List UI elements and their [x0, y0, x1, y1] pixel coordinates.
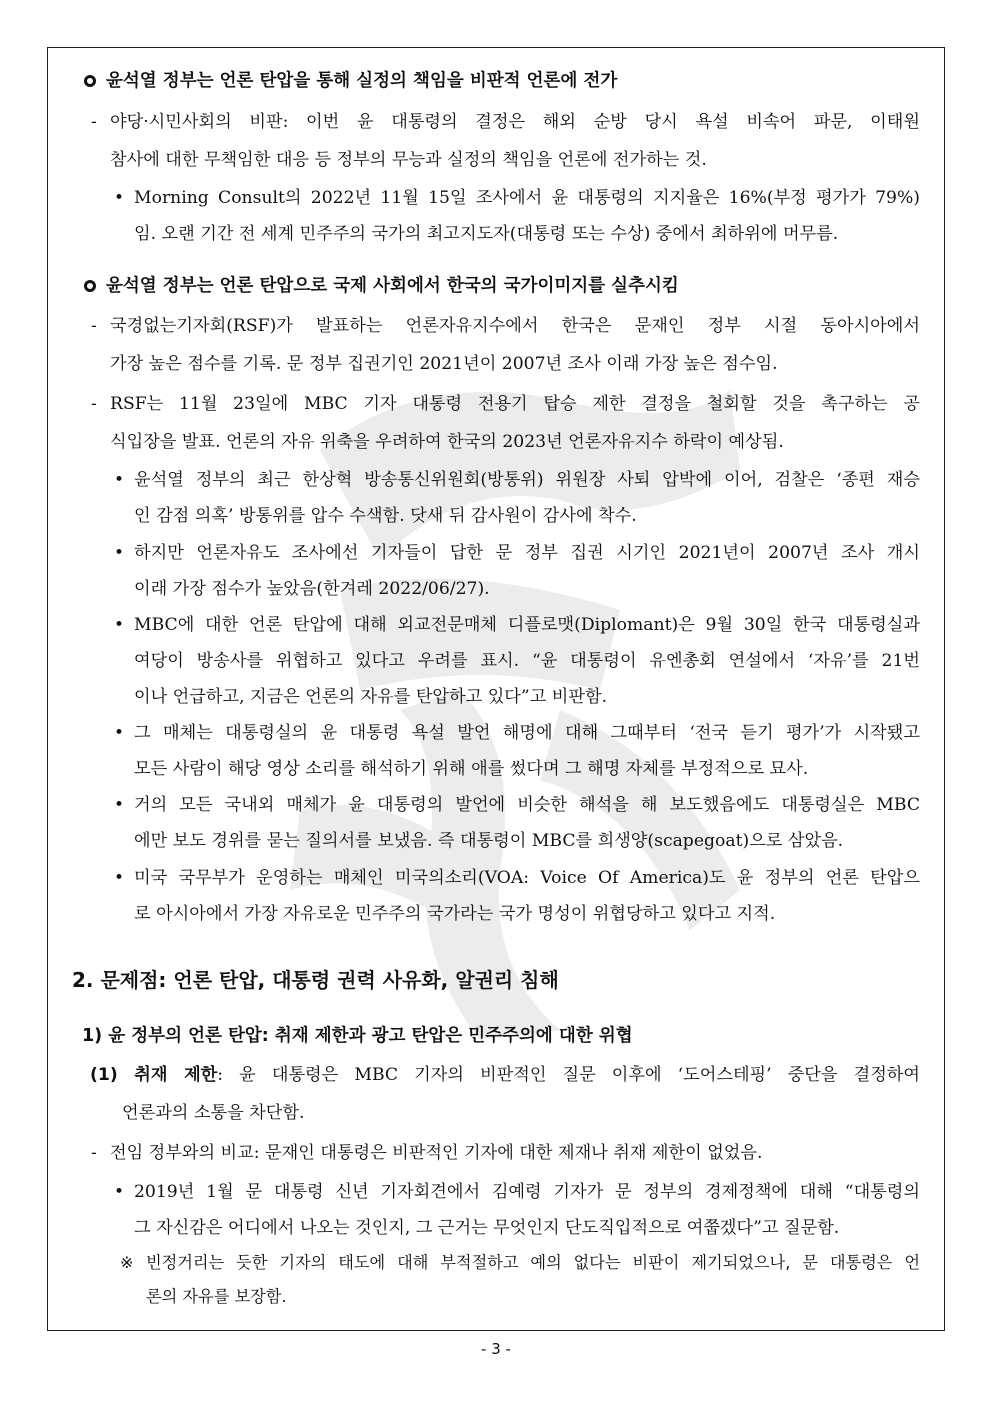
paragraph-line: 전임 정부와의 비교: 문재인 대통령은 비판적인 기자에 대한 제재나 취재 제한이 없었음. — [110, 1143, 763, 1163]
circle-bullet-icon — [84, 280, 96, 292]
paragraph-line: 언론과의 소통을 차단함. — [122, 1103, 305, 1123]
bullet-line: 인 감점 의혹’ 방통위를 압수 수색함. 닷새 뒤 감사원이 감사에 착수. — [134, 506, 637, 526]
bullet-marker: • — [114, 470, 125, 490]
note-line: 빈정거리는 듯한 기자의 태도에 대해 부적절하고 예의 없다는 비판이 제기되었으나, 문 대통령은 언 — [146, 1253, 920, 1272]
paragraph-line — [90, 1063, 920, 1087]
dash-marker: - — [91, 112, 97, 132]
paragraph-line: RSF는 11월 23일에 MBC 기자 대통령 전용기 탑승 제한 결정을 철회할 것을 촉구하는 공 — [110, 394, 920, 414]
bullet-line: 그 매체는 대통령실의 윤 대통령 욕설 발언 해명에 대해 그때부터 ‘전국 듣기 평가’가 시작됐고 — [134, 723, 920, 743]
page-number: - 3 - — [481, 1340, 511, 1358]
paragraph-line: 국경없는기자회(RSF)가 발표하는 언론자유지수에서 한국은 문재인 정부 시절 동아시아에서 — [110, 316, 920, 336]
bullet-line: 윤석열 정부의 최근 한상혁 방송통신위원회(방통위) 위원장 사퇴 압박에 이어, 검찰은 ‘종편 재승 — [134, 470, 920, 490]
bullet-line: 모든 사람이 해당 영상 소리를 해석하기 위해 애를 썼다며 그 해명 자체를 부정적으로 묘사. — [134, 759, 809, 779]
bullet-line: 이래 가장 점수가 높았음(한겨레 2022/06/27). — [134, 579, 490, 599]
subsection-title: 1) 윤 정부의 언론 탄압: 취재 제한과 광고 탄압은 민주주의에 대한 위협 — [82, 1026, 633, 1046]
paragraph-line: 가장 높은 점수를 기록. 문 정부 집권기인 2021년이 2007년 조사 이래 가장 높은 점수임. — [110, 354, 778, 374]
bullet-marker: • — [114, 868, 125, 888]
section-title: 2. 문제점: 언론 탄압, 대통령 권력 사유화, 알권리 침해 — [72, 968, 559, 992]
note-marker: ※ — [120, 1253, 134, 1272]
paragraph-line: 야당·시민사회의 비판: 이번 윤 대통령의 결정은 해외 순방 당시 욕설 비속어 파문, 이태원 — [110, 112, 920, 132]
bullet-line: 거의 모든 국내외 매체가 윤 대통령의 발언에 비슷한 해석을 해 보도했음에도 대통령실은 MBC — [134, 795, 920, 815]
paragraph-line: 식입장을 발표. 언론의 자유 위축을 우려하여 한국의 2023년 언론자유지수 하락이 예상됨. — [110, 432, 784, 452]
bullet-line: 미국 국무부가 운영하는 매체인 미국의소리(VOA: Voice Of America)도 윤 정부의 언론 탄압으 — [134, 868, 920, 888]
bullet-line: 여당이 방송사를 위협하고 있다고 우려를 표시. “윤 대통령이 유엔총회 연설에서 ‘자유’를 21번 — [134, 651, 920, 671]
heading-2: 윤석열 정부는 언론 탄압으로 국제 사회에서 한국의 국가이미지를 실추시킴 — [106, 276, 679, 296]
bullet-line: 하지만 언론자유도 조사에선 기자들이 답한 문 정부 집권 시기인 2021년이 2007년 조사 개시 — [134, 543, 920, 563]
heading-1: 윤석열 정부는 언론 탄압을 통해 실정의 책임을 비판적 언론에 전가 — [106, 71, 618, 91]
bullet-marker: • — [114, 615, 125, 635]
bullet-marker: • — [114, 543, 125, 563]
dash-marker: - — [91, 394, 97, 414]
bullet-marker: • — [114, 188, 125, 208]
item-text: : 윤 대통령은 MBC 기자의 비판적인 질문 이후에 ‘도어스테핑’ 중단을 결정하여 — [217, 1065, 920, 1085]
bullet-line: 이나 언급하고, 지금은 언론의 자유를 탄압하고 있다”고 비판함. — [134, 687, 608, 707]
bullet-line: 그 자신감은 어디에서 나오는 것인지, 그 근거는 무엇인지 단도직입적으로 여쭙겠다”고 질문함. — [134, 1218, 840, 1238]
bullet-line: 임. 오랜 기간 전 세계 민주주의 국가의 최고지도자(대통령 또는 수상) 중에서 최하위에 머무름. — [134, 224, 839, 244]
bullet-line: 2019년 1월 문 대통령 신년 기자회견에서 김예령 기자가 문 정부의 경제정책에 대해 “대통령의 — [134, 1182, 920, 1202]
bullet-line: Morning Consult의 2022년 11월 15일 조사에서 윤 대통령의 지지율은 16%(부정 평가가 79%) — [134, 188, 920, 208]
dash-marker: - — [91, 1143, 97, 1163]
item-label: (1) 취재 제한 — [90, 1065, 218, 1085]
paragraph-line: 참사에 대한 무책임한 대응 등 정부의 무능과 실정의 책임을 언론에 전가하는 것. — [110, 150, 707, 170]
dash-marker: - — [91, 316, 97, 336]
note-line: 론의 자유를 보장함. — [146, 1287, 287, 1306]
bullet-line: MBC에 대한 언론 탄압에 대해 외교전문매체 디플로맷(Diplomant)은 9월 30일 한국 대통령실과 — [134, 615, 920, 635]
circle-bullet-icon — [84, 75, 96, 87]
bullet-line: 로 아시아에서 가장 자유로운 민주주의 국가라는 국가 명성이 위협당하고 있다고 지적. — [134, 904, 776, 924]
bullet-marker: • — [114, 1182, 125, 1202]
bullet-marker: • — [114, 795, 125, 815]
bullet-marker: • — [114, 723, 125, 743]
bullet-line: 에만 보도 경위를 묻는 질의서를 보냈음. 즉 대통령이 MBC를 희생양(scapegoat)으로 삼았음. — [134, 831, 844, 851]
